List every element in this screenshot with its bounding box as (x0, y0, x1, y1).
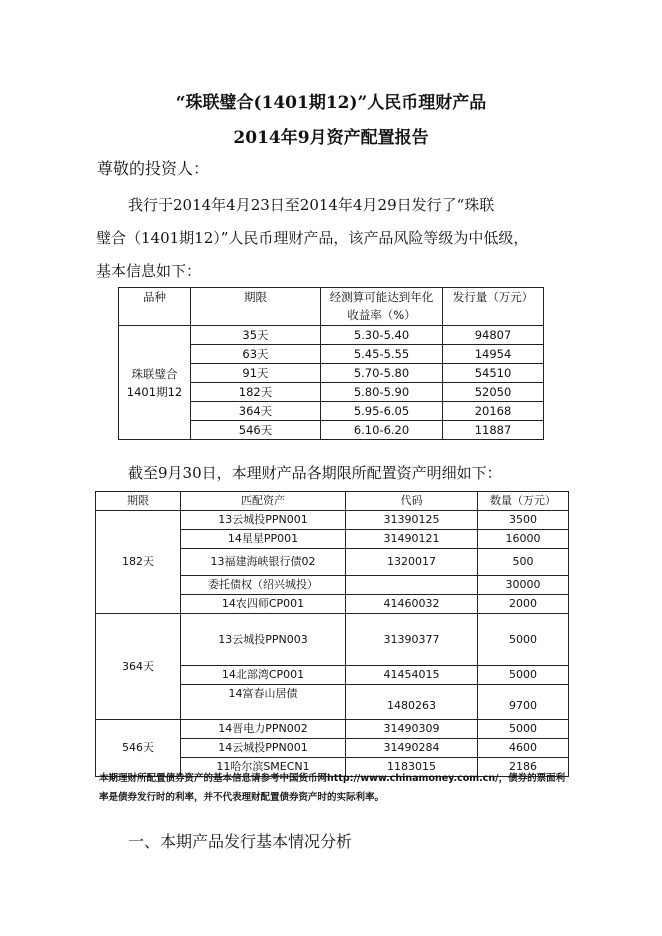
yield-cell: 5.80-5.90 (321, 383, 443, 402)
asset-cell: 14晋电力PPN002 (181, 720, 346, 739)
code-cell: 41454015 (346, 666, 478, 685)
yield-cell: 6.10-6.20 (321, 421, 443, 440)
code-cell: 1320017 (346, 549, 478, 576)
header-cell: 品种 (119, 288, 191, 326)
amount-cell: 5000 (478, 666, 569, 685)
term-cell: 364天 (191, 402, 321, 421)
term-cell: 35天 (191, 326, 321, 345)
code-cell: 41460032 (346, 595, 478, 614)
term-cell: 546天 (96, 720, 181, 777)
asset-cell: 14星星PP001 (181, 530, 346, 549)
yield-cell: 5.45-5.55 (321, 345, 443, 364)
term-cell: 63天 (191, 345, 321, 364)
doc-subtitle: 2014年9月资产配置报告 (233, 128, 429, 148)
term-cell: 182天 (96, 511, 181, 614)
footnote-line: 本期理财所配置债券资产的基本信息请参考中国货币网http://www.chinamoney.com.cn/，债券的票面利 (99, 773, 566, 784)
footnote-line: 率是债券发行时的利率，并不代表理财配置债券资产时的实际利率。 (99, 792, 385, 803)
code-cell: 31490309 (346, 720, 478, 739)
code-cell: 1480263 (346, 685, 478, 720)
amount-cell: 30000 (478, 576, 569, 595)
yield-cell: 5.30-5.40 (321, 326, 443, 345)
asset-cell: 委托债权（绍兴城投） (181, 576, 346, 595)
asset-cell: 14农四师CP001 (181, 595, 346, 614)
term-cell: 91天 (191, 364, 321, 383)
header-cell: 发行量（万元） (443, 288, 544, 326)
header-cell: 期限 (191, 288, 321, 326)
asset-cell: 13云城投PPN003 (181, 614, 346, 666)
header-cell: 期限 (96, 492, 181, 511)
asset-cell: 14云城投PPN001 (181, 739, 346, 758)
product-info-table (118, 287, 544, 440)
term-cell: 364天 (96, 614, 181, 720)
term-cell: 182天 (191, 383, 321, 402)
amount-cell: 3500 (478, 511, 569, 530)
asset-cell: 14北部湾CP001 (181, 666, 346, 685)
code-cell: 1183015 (346, 758, 478, 777)
intro-line: 基本信息如下： (96, 262, 202, 280)
volume-cell: 20168 (443, 402, 544, 421)
asset-cell: 13云城投PPN001 (181, 511, 346, 530)
amount-cell: 500 (478, 549, 569, 576)
asset-cell: 11哈尔滨SMECN1 (181, 758, 346, 777)
code-cell (346, 576, 478, 595)
intro-line: 我行于2014年4月23日至2014年4月29日发行了“珠联 (128, 196, 495, 214)
product-name: 珠联璧合 1401期12 (119, 326, 191, 440)
amount-cell: 5000 (478, 614, 569, 666)
amount-cell: 16000 (478, 530, 569, 549)
header-cell: 经测算可能达到年化收益率（%） (321, 288, 443, 326)
code-cell: 31390377 (346, 614, 478, 666)
doc-title: “珠联璧合(1401期12)”人民币理财产品 (175, 93, 487, 113)
amount-cell: 2186 (478, 758, 569, 777)
greeting: 尊敬的投资人： (97, 159, 210, 178)
asset-cell: 14富春山居债 (181, 685, 346, 720)
section-heading: 一、本期产品发行基本情况分析 (128, 832, 353, 851)
code-cell: 31490284 (346, 739, 478, 758)
volume-cell: 11887 (443, 421, 544, 440)
term-cell: 546天 (191, 421, 321, 440)
para-allocation: 截至9月30日，本理财产品各期限所配置资产明细如下： (128, 464, 502, 482)
amount-cell: 9700 (478, 685, 569, 720)
volume-cell: 52050 (443, 383, 544, 402)
header-cell: 代码 (346, 492, 478, 511)
amount-cell: 5000 (478, 720, 569, 739)
header-cell: 数量（万元） (478, 492, 569, 511)
volume-cell: 94807 (443, 326, 544, 345)
yield-cell: 5.70-5.80 (321, 364, 443, 383)
yield-cell: 5.95-6.05 (321, 402, 443, 421)
volume-cell: 54510 (443, 364, 544, 383)
header-cell: 匹配资产 (181, 492, 346, 511)
amount-cell: 4600 (478, 739, 569, 758)
code-cell: 31390125 (346, 511, 478, 530)
code-cell: 31490121 (346, 530, 478, 549)
amount-cell: 2000 (478, 595, 569, 614)
volume-cell: 14954 (443, 345, 544, 364)
asset-cell: 13福建海峡银行债02 (181, 549, 346, 576)
intro-line: 璧合（1401期12）”人民币理财产品，该产品风险等级为中低级， (96, 229, 529, 247)
asset-allocation-table (95, 491, 569, 777)
